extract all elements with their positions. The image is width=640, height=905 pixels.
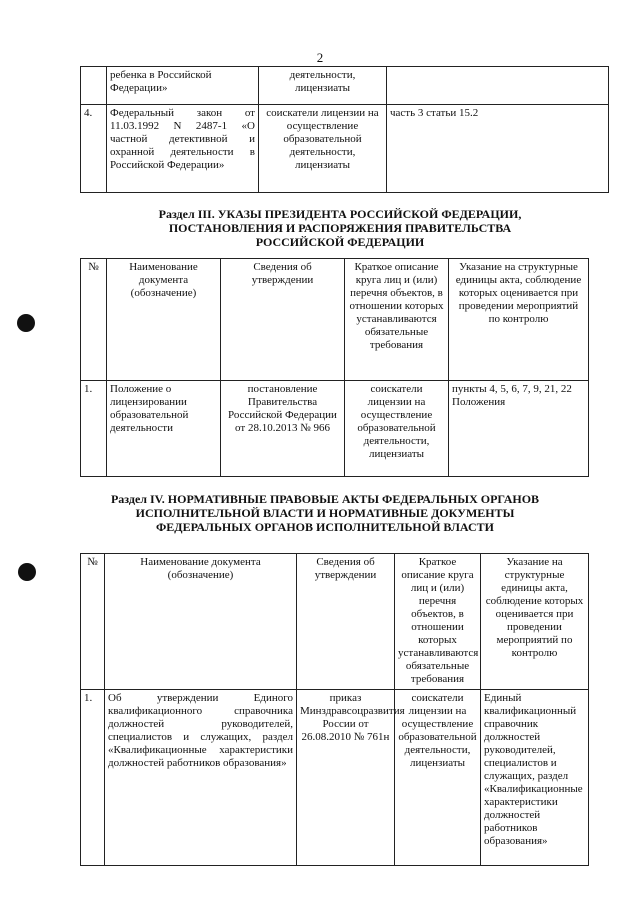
- page-number: 2: [316, 50, 324, 65]
- section-iii-title: Раздел III. УКАЗЫ ПРЕЗИДЕНТА РОССИЙСКОЙ ФЕДЕРАЦИИ, ПОСТАНОВЛЕНИЯ И РАСПОРЯЖЕНИЯ ПРАВИТЕЛЬСТВА РОССИЙСКОЙ ФЕДЕРАЦИИ: [158, 207, 522, 249]
- table-header-row: [81, 259, 589, 381]
- table-header-row: [81, 554, 589, 690]
- header-description: Краткое описание круга лиц и (или) перечня объектов, в отношении которых устанавливаются обязательные требования: [395, 554, 481, 690]
- structural-units: пункты 4, 5, 6, 7, 9, 21, 22 Положения: [449, 381, 589, 477]
- header-name: Наименование документа (обозначение): [107, 259, 221, 381]
- table-federal-laws: [80, 66, 609, 193]
- section-iv-title: Раздел IV. НОРМАТИВНЫЕ ПРАВОВЫЕ АКТЫ ФЕДЕРАЛЬНЫХ ОРГАНОВ ИСПОЛНИТЕЛЬНОЙ ВЛАСТИ И НОРМАТИВНЫЕ ДОКУМЕНТЫ ФЕДЕРАЛЬНЫХ ОРГАНОВ ИСПОЛНИТЕЛЬНОЙ ВЛАСТИ: [110, 492, 540, 534]
- table-row: [81, 67, 609, 105]
- table-section-iii: [80, 258, 589, 477]
- row-number: 1.: [81, 690, 105, 866]
- header-structural-units: Указание на структурные единицы акта, соблюдение которых оценивается при проведении мероприятий по контролю: [481, 554, 589, 690]
- approval-info: постановление Правительства Российской Федерации от 28.10.2013 № 966: [221, 381, 345, 477]
- header-structural-units: Указание на структурные единицы акта, соблюдение которых оценивается при проведении мероприятий по контролю: [449, 259, 589, 381]
- approval-info: приказ Минздравсоцразвития России от 26.08.2010 № 761н: [297, 690, 395, 866]
- table-row: [81, 105, 609, 193]
- document-name: Об утверждении Единого квалификационного справочника должностей руководителей, специалистов и служащих, раздел «Квалификационные характеристики должностей работников образования»: [105, 690, 297, 866]
- structural-units: Единый квалификационный справочник должностей руководителей, специалистов и служащих, раздел «Квалификационные характеристики должностей работников образования»: [481, 690, 589, 866]
- row-number: 1.: [81, 381, 107, 477]
- affected-persons: соискатели лицензии на осуществление образовательной деятельности, лицензиаты: [259, 105, 387, 193]
- document-name: ребенка в Российской Федерации»: [107, 67, 259, 105]
- affected-persons: деятельности, лицензиаты: [259, 67, 387, 105]
- table-row: [81, 381, 589, 477]
- structural-units: часть 3 статьи 15.2: [387, 105, 609, 193]
- row-number: 4.: [81, 105, 107, 193]
- header-name: Наименование документа (обозначение): [105, 554, 297, 690]
- header-number: №: [81, 259, 107, 381]
- punch-hole: [18, 563, 36, 581]
- header-approval: Сведения об утверждении: [221, 259, 345, 381]
- row-number: [81, 67, 107, 105]
- header-number: №: [81, 554, 105, 690]
- affected-persons: соискатели лицензии на осуществление образовательной деятельности, лицензиаты: [395, 690, 481, 866]
- table-row: [81, 690, 589, 866]
- document-name: Федеральный закон от 11.03.1992 N 2487-1 «О частной детективной и охранной деятельности в Российской Федерации»: [107, 105, 259, 193]
- header-approval: Сведения об утверждении: [297, 554, 395, 690]
- header-description: Краткое описание круга лиц и (или) перечня объектов, в отношении которых устанавливаются обязательные требования: [345, 259, 449, 381]
- affected-persons: соискатели лицензии на осуществление образовательной деятельности, лицензиаты: [345, 381, 449, 477]
- table-section-iv: [80, 553, 589, 866]
- document-name: Положение о лицензировании образовательной деятельности: [107, 381, 221, 477]
- punch-hole: [17, 314, 35, 332]
- structural-units: [387, 67, 609, 105]
